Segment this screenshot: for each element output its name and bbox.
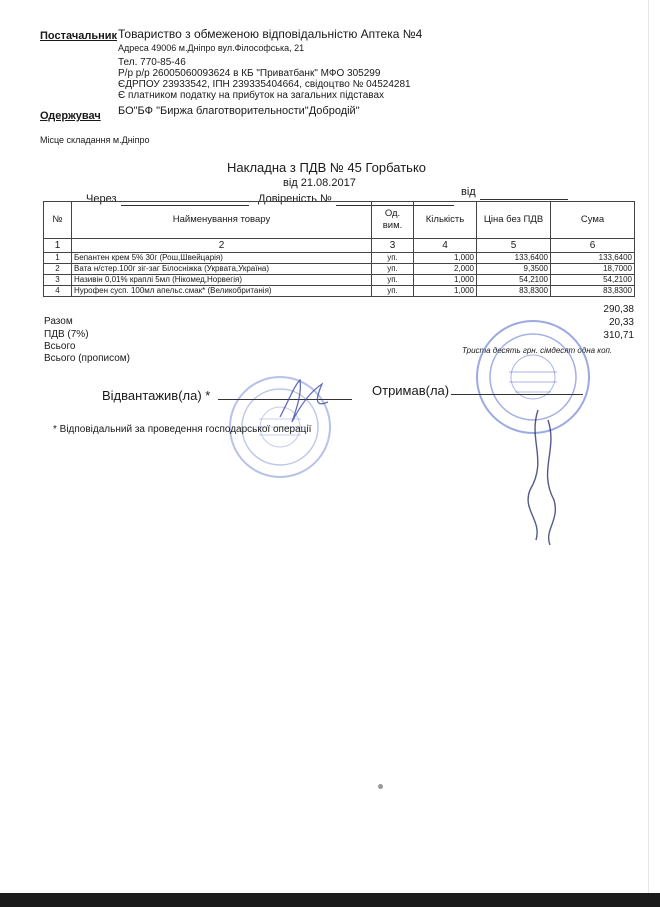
- supplier-name: Товариство з обмеженою відповідальністю Аптека №4: [118, 27, 423, 41]
- header-unit: Од. вим.: [372, 202, 414, 239]
- table-row: [44, 286, 635, 297]
- header-name: Найменування товару: [72, 202, 372, 239]
- vat-value: 20,33: [608, 317, 634, 328]
- column-number: 1: [44, 239, 72, 253]
- supplier-codes: ЄДРПОУ 23933542, ІПН 239335404664, свідоцтво № 04524281: [118, 79, 411, 90]
- through-label: Через: [86, 193, 117, 205]
- row-unit: уп.: [372, 286, 414, 297]
- received-by-label: Отримав(ла): [372, 383, 450, 398]
- row-product-name: Називін 0,01% краплі 5мл (Нікомед,Норвегія): [72, 275, 372, 286]
- table-row: [44, 275, 635, 286]
- from-label: від: [461, 186, 476, 198]
- row-number: 2: [44, 264, 72, 275]
- column-number: 5: [477, 239, 551, 253]
- row-sum: 18,7000: [551, 264, 635, 275]
- row-number: 4: [44, 286, 72, 297]
- row-sum: 83,8300: [551, 286, 635, 297]
- place-of-issue: Місце складання м.Дніпро: [40, 135, 150, 145]
- header-price: Ціна без ПДВ: [477, 202, 551, 239]
- power-of-attorney-label: Довіреність №: [258, 193, 332, 205]
- recipient-name: БО"БФ "Биржа благотворительности"Добродій": [118, 105, 360, 117]
- header-num: №: [44, 202, 72, 239]
- scan-speck: [378, 784, 383, 789]
- table-row: [44, 253, 635, 264]
- signature-shipped-icon: [270, 372, 340, 432]
- supplier-phone: Тел. 770-85-46: [118, 57, 186, 68]
- row-quantity: 1,000: [414, 286, 477, 297]
- scan-edge-bottom: [0, 893, 660, 907]
- row-sum: 133,6400: [551, 253, 635, 264]
- row-number: 3: [44, 275, 72, 286]
- column-number: 3: [372, 239, 414, 253]
- shipped-by-label: Відвантажив(ла) *: [102, 388, 211, 403]
- document-title: Накладна з ПДВ № 45 Горбатько: [227, 160, 427, 175]
- total-in-words-label: Всього (прописом): [44, 353, 130, 364]
- column-number-row: [44, 239, 635, 253]
- column-number: 6: [551, 239, 635, 253]
- column-number: 2: [72, 239, 372, 253]
- row-unit: уп.: [372, 253, 414, 264]
- column-number: 4: [414, 239, 477, 253]
- received-by-line: [451, 394, 583, 395]
- supplier-account: Р/р р/р 26005060093624 в КБ "Приватбанк" МФО 305299: [118, 68, 381, 79]
- supplier-address: Адреса 49006 м.Дніпро вул.Філософська, 21: [118, 43, 305, 53]
- invoice-table: [43, 201, 635, 297]
- row-unit: уп.: [372, 275, 414, 286]
- subtotal-label: Разом: [44, 316, 73, 327]
- document-date: від 21.08.2017: [283, 177, 356, 189]
- signature-received-icon: [508, 400, 578, 550]
- row-unit: уп.: [372, 264, 414, 275]
- total-value: 310,71: [603, 330, 634, 341]
- supplier-label: Постачальник: [40, 30, 117, 42]
- header-sum: Сума: [551, 202, 635, 239]
- header-qty: Кількість: [414, 202, 477, 239]
- row-quantity: 1,000: [414, 253, 477, 264]
- recipient-label: Одержувач: [40, 110, 101, 122]
- supplier-tax-status: Є платником податку на прибуток на загальних підставах: [118, 90, 385, 101]
- vat-label: ПДВ (7%): [44, 329, 89, 340]
- total-in-words-value: Триста десять грн. сімдесят одна коп.: [462, 346, 613, 355]
- row-product-name: Вата н/стер.100г зіг-заг Білосніжка (Укрвата,Україна): [72, 264, 372, 275]
- row-price: 9,3500: [477, 264, 551, 275]
- footnote: * Відповідальний за проведення господарської операції: [53, 424, 312, 435]
- table-header-row: [44, 202, 635, 239]
- scan-edge-right: [648, 0, 649, 907]
- row-sum: 54,2100: [551, 275, 635, 286]
- table-row: [44, 264, 635, 275]
- row-product-name: Бепантен крем 5% 30г (Рош,Швейцарія): [72, 253, 372, 264]
- row-number: 1: [44, 253, 72, 264]
- total-label: Всього: [44, 341, 76, 352]
- row-price: 133,6400: [477, 253, 551, 264]
- row-product-name: Нурофен сусп. 100мл апельс.смак* (Великобританія): [72, 286, 372, 297]
- row-quantity: 2,000: [414, 264, 477, 275]
- row-price: 54,2100: [477, 275, 551, 286]
- row-quantity: 1,000: [414, 275, 477, 286]
- subtotal-value: 290,38: [603, 304, 634, 315]
- row-price: 83,8300: [477, 286, 551, 297]
- from-blank: [480, 188, 568, 200]
